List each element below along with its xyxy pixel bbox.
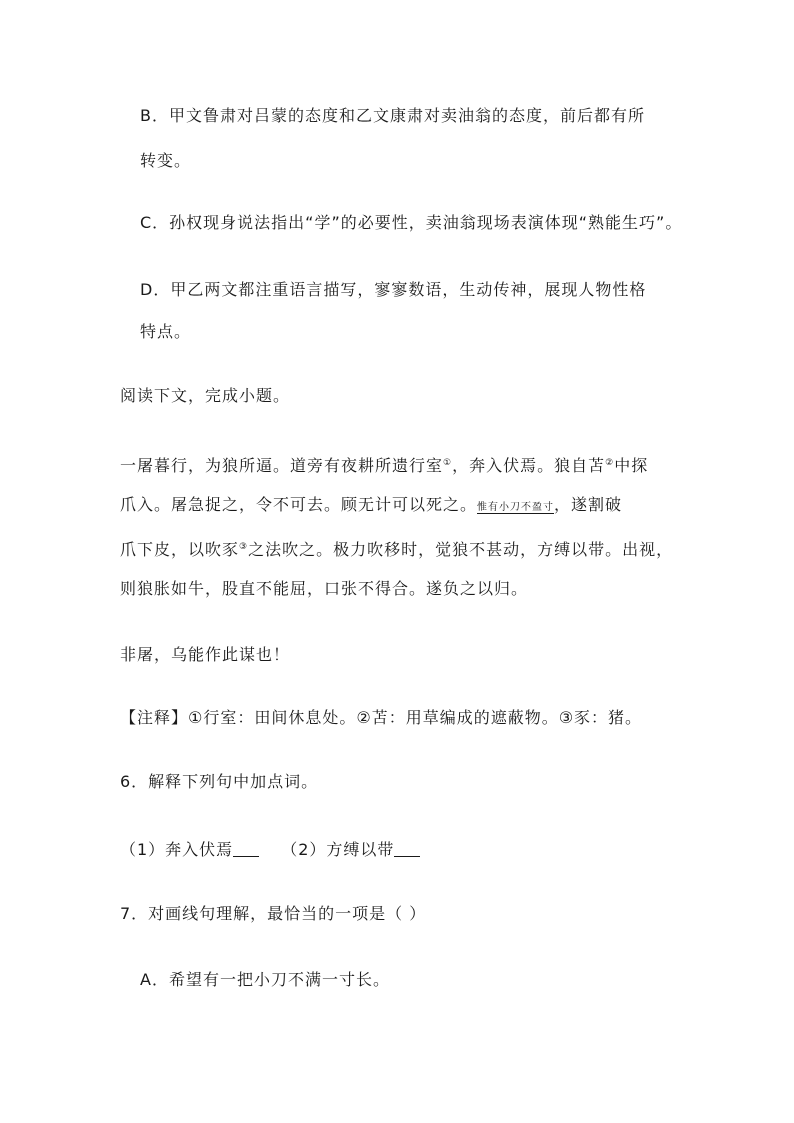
passage-line-2 [120, 495, 622, 518]
passage-text: 之法吹之。极力吹移时，觉狼不甚动，方缚以带。出视， [248, 540, 674, 559]
passage-text: 一屠暮行，为狼所逼。道旁有夜耕所遗行室 [120, 456, 444, 475]
option-b-line2: 转变。 [140, 151, 192, 170]
footnote-marker-1: ① [443, 458, 453, 468]
option-d-line1: D．甲乙两文都注重语言描写，寥寥数语，生动传神，展现人物性格 [140, 280, 647, 299]
underlined-sentence: 惟有小刀不盈寸 [477, 502, 555, 513]
footnote-marker-3: ③ [239, 542, 249, 552]
passage-line-4: 则狼胀如牛，股直不能屈，口张不得合。遂负之以归。 [120, 579, 529, 598]
answer-blank-1[interactable] [233, 842, 259, 857]
passage-text: ，遂割破 [554, 495, 623, 514]
question-6-item-2: （2）方缚以带 [281, 840, 395, 859]
answer-blank-2[interactable] [394, 842, 420, 857]
question-6-items [120, 840, 420, 860]
question-7-option-a: A．希望有一把小刀不满一寸长。 [140, 970, 390, 989]
question-6-item-1: （1）奔入伏焉 [120, 840, 234, 859]
option-b-line1: B．甲文鲁肃对吕蒙的态度和乙文康肃对卖油翁的态度，前后都有所 [140, 106, 645, 125]
option-c: C．孙权现身说法指出“学”的必要性，卖油翁现场表演体现“熟能生巧”。 [140, 213, 683, 232]
question-6-stem: 6．解释下列句中加点词。 [120, 772, 319, 791]
passage-text: 爪下皮，以吹豕 [120, 540, 240, 559]
passage-line-3 [120, 537, 673, 560]
footnote-marker-2: ② [605, 458, 615, 468]
option-d-line2: 特点。 [140, 322, 192, 341]
passage-text: 爪入。屠急捉之，令不可去。顾无计可以死之。 [120, 495, 478, 514]
annotation: 【注释】①行室：田间休息处。②苫：用草编成的遮蔽物。③豕：猪。 [120, 708, 643, 727]
reading-instruction: 阅读下文，完成小题。 [120, 386, 291, 405]
passage-line-1 [120, 453, 648, 476]
question-7-stem: 7．对画线句理解，最恰当的一项是（ ） [120, 904, 427, 923]
passage-text: ，奔入伏焉。狼自苫 [452, 456, 606, 475]
passage-text: 中探 [614, 456, 649, 475]
passage-conclusion: 非屠，乌能作此谋也！ [120, 645, 291, 664]
